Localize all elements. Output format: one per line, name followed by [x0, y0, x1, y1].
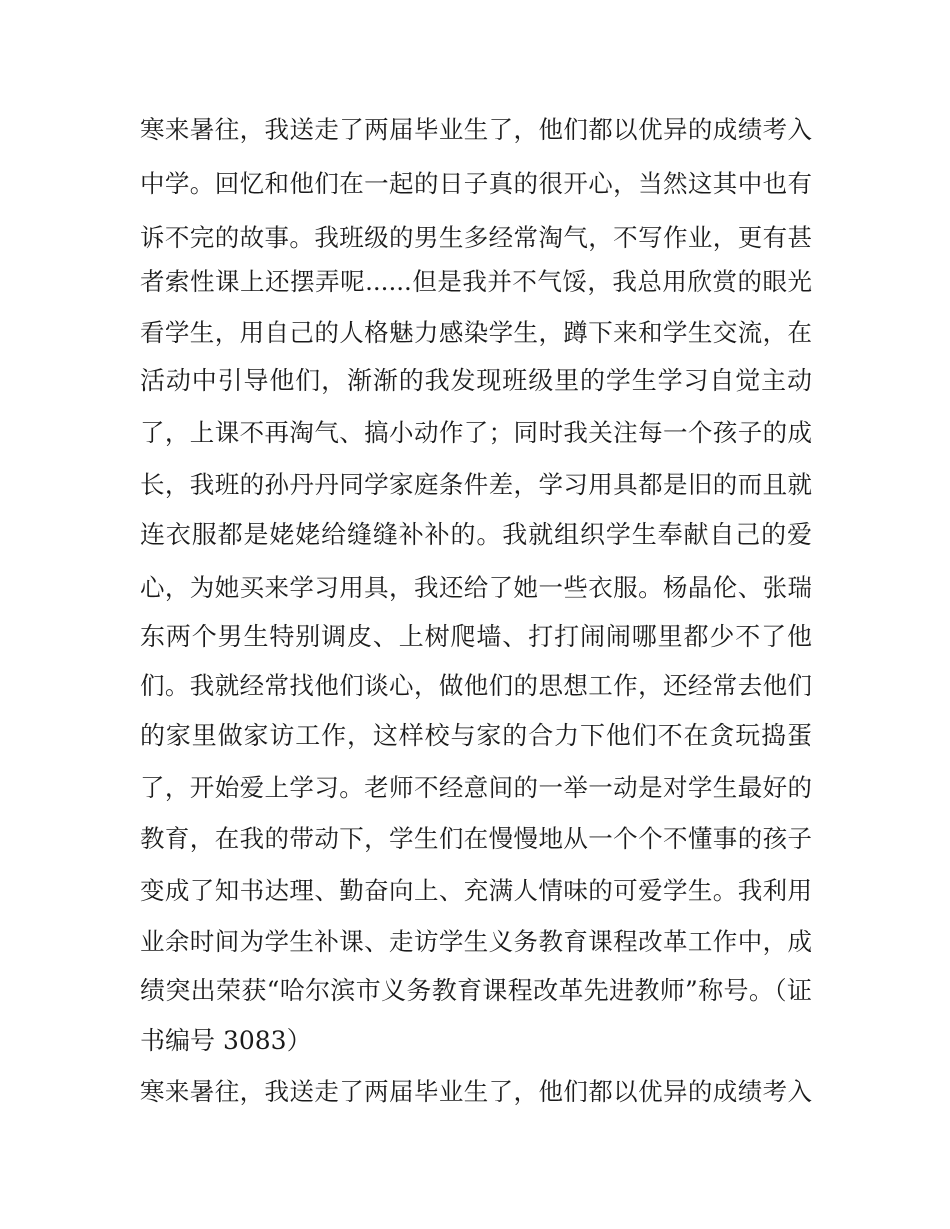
paragraph-line: 者索性课上还摆弄呢......但是我并不气馁，我总用欣赏的眼光: [140, 267, 812, 296]
paragraph-line: 连衣服都是姥姥给缝缝补补的。我就组织学生奉献自己的爱: [140, 520, 812, 549]
paragraph-line: 诉不完的故事。我班级的男生多经常淘气，不写作业，更有甚: [140, 223, 812, 252]
paragraph-line: 中学。回忆和他们在一起的日子真的很开心，当然这其中也有: [140, 169, 812, 198]
paragraph-line: 长，我班的孙丹丹同学家庭条件差，学习用具都是旧的而且就: [140, 470, 812, 499]
paragraph-line: 心，为她买来学习用具，我还给了她一些衣服。杨晶伦、张瑞: [140, 573, 812, 602]
paragraph-line: 寒来暑往，我送走了两届毕业生了，他们都以优异的成绩考入: [140, 1077, 812, 1106]
paragraph-line: 教育，在我的带动下，学生们在慢慢地从一个个不懂事的孩子: [140, 824, 812, 853]
paragraph-line: 书编号 3083）: [140, 1026, 312, 1055]
paragraph-line: 活动中引导他们，渐渐的我发现班级里的学生学习自觉主动: [140, 366, 812, 395]
paragraph-line: 们。我就经常找他们谈心，做他们的思想工作，还经常去他们: [140, 671, 812, 700]
paragraph-line: 绩突出荣获“哈尔滨市义务教育课程改革先进教师”称号。（证: [140, 976, 812, 1005]
paragraph-line: 了，开始爱上学习。老师不经意间的一举一动是对学生最好的: [140, 773, 812, 802]
paragraph-line: 了，上课不再淘气、搞小动作了；同时我关注每一个孩子的成: [140, 418, 812, 447]
paragraph-line: 寒来暑往，我送走了两届毕业生了，他们都以优异的成绩考入: [140, 115, 812, 144]
paragraph-line: 的家里做家访工作，这样校与家的合力下他们不在贪玩捣蛋: [140, 721, 812, 750]
paragraph-line: 看学生，用自己的人格魅力感染学生，蹲下来和学生交流，在: [140, 318, 812, 347]
paragraph-line: 东两个男生特别调皮、上树爬墙、打打闹闹哪里都少不了他: [140, 622, 812, 651]
paragraph-line: 业余时间为学生补课、走访学生义务教育课程改革工作中，成: [140, 927, 812, 956]
paragraph-line: 变成了知书达理、勤奋向上、充满人情味的可爱学生。我利用: [140, 876, 812, 905]
